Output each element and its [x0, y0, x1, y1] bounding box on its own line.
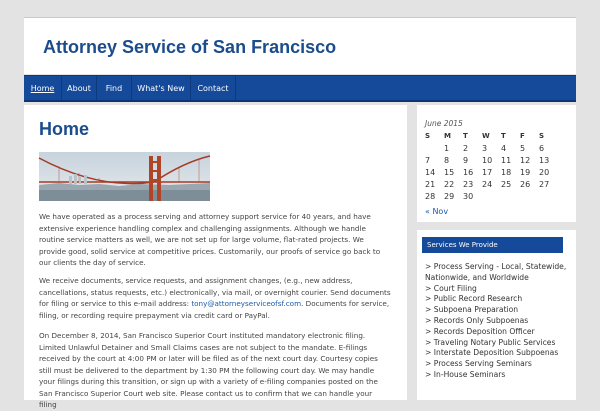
calendar-day [501, 190, 520, 202]
efiling-paragraph: On December 8, 2014, San Francisco Superior Court instituted mandatory electronic filing. Limited Unlawful Detainer and Small Claims cases are not subject to the mandate. E-filings received by the court at 4:00 PM or later will be filed as of the next court day. Courtesy copies still must be delivered to the department by 1:30 PM the following court day. We may handle your filings during this transition, or sign up with a variety of e-filing companies posted on the San Francisco Superior Court web site. Please contact us to confirm that we can handle your filing [39, 331, 378, 409]
weekday-label: W [482, 132, 490, 140]
nav-item-contact[interactable] [191, 76, 236, 101]
weekday-label: S [539, 132, 545, 140]
calendar-day: 15 [444, 167, 455, 177]
main-content [24, 105, 407, 409]
service-item[interactable]: > Interstate Deposition Subpoenas [425, 348, 559, 358]
calendar-day: 13 [539, 155, 550, 165]
calendar-day: 16 [463, 167, 474, 177]
nav-item-label: Find [105, 84, 123, 93]
calendar-day: 28 [425, 191, 436, 201]
calendar-caption: June 2015 [425, 119, 463, 128]
calendar-day: 10 [482, 155, 493, 165]
calendar-day: 21 [425, 179, 436, 189]
nav-item-label: What's New [137, 84, 185, 93]
calendar-week-row [425, 166, 558, 178]
weekday-label: T [463, 132, 468, 140]
weekday-label: T [501, 132, 506, 140]
nav-item-whats-new[interactable] [132, 76, 191, 101]
intro-paragraph: We have operated as a process serving and attorney support service for 40 years, and have extensive experience handling complex and challenging assignments. Although we handle routine service matters as well, we are not set up for large volume, flat-rated projects. We provide good, solid service at competitive prices. Customarily, our proofs of service go back to our clients the day of service. [39, 212, 381, 267]
nav-item-about[interactable] [62, 76, 97, 101]
calendar-table [425, 130, 558, 202]
calendar-day: 2 [463, 143, 469, 153]
services-text-suffix: . Documents for service, filing, or recording require prepayment via credit card or PayPal. [39, 299, 390, 320]
calendar-day: 6 [539, 143, 545, 153]
calendar-day: 20 [539, 167, 550, 177]
calendar-day: 14 [425, 167, 436, 177]
service-item[interactable]: > Traveling Notary Public Services [425, 337, 556, 347]
calendar-day: 17 [482, 167, 493, 177]
nav-item-label: Contact [197, 84, 229, 93]
calendar-week-row [425, 190, 558, 202]
calendar-day: 23 [463, 179, 474, 189]
calendar-prev-month-link[interactable]: « Nov [425, 207, 449, 216]
calendar-day: 7 [425, 155, 431, 165]
site-title[interactable]: Attorney Service of San Francisco [43, 37, 337, 57]
calendar-day: 26 [520, 179, 531, 189]
calendar-day: 25 [501, 179, 512, 189]
calendar-day: 22 [444, 179, 455, 189]
calendar-day: 4 [501, 143, 507, 153]
calendar-week-row [425, 154, 558, 166]
calendar-widget [417, 105, 576, 222]
calendar-day [520, 190, 539, 202]
calendar-day: 12 [520, 155, 531, 165]
calendar-day: 1 [444, 143, 450, 153]
service-item[interactable]: > Records Deposition Officer [425, 326, 535, 336]
main-navigation [24, 75, 576, 102]
calendar-day [482, 190, 501, 202]
email-link[interactable]: tony@attorneyserviceofsf.com [191, 299, 302, 308]
calendar-weekday-row [425, 130, 558, 142]
nav-item-home[interactable] [24, 76, 62, 101]
service-item[interactable]: > In-House Seminars [425, 369, 506, 379]
services-paragraph [39, 275, 391, 321]
service-item[interactable]: > Court Filing [425, 283, 477, 293]
calendar-day: 8 [444, 155, 450, 165]
calendar-day: 24 [482, 179, 493, 189]
nav-item-label: About [67, 84, 91, 93]
calendar-day: 27 [539, 179, 550, 189]
calendar-day: 18 [501, 167, 512, 177]
calendar-week-row [425, 178, 558, 190]
nav-item-find[interactable] [97, 76, 132, 101]
calendar-day: 29 [444, 191, 455, 201]
service-item[interactable]: > Process Serving Seminars [425, 359, 532, 369]
service-item[interactable]: > Records Only Subpoenas [425, 315, 529, 325]
service-item[interactable]: > Process Serving - Local, Statewide, Nationwide, and Worldwide [425, 262, 567, 282]
calendar-day: 11 [501, 155, 512, 165]
calendar-day [539, 190, 558, 202]
service-item[interactable]: > Public Record Research [425, 294, 523, 304]
weekday-label: F [520, 132, 525, 140]
calendar-day: 3 [482, 143, 488, 153]
services-list [425, 262, 573, 381]
weekday-label: M [444, 132, 451, 140]
calendar-day: 30 [463, 191, 474, 201]
nav-item-label: Home [30, 84, 55, 93]
calendar-day: 19 [520, 167, 531, 177]
site-header [24, 17, 576, 74]
services-widget [417, 230, 576, 400]
golden-gate-bridge-image [39, 152, 210, 201]
calendar-day: 5 [520, 143, 526, 153]
service-item[interactable]: > Subpoena Preparation [425, 305, 519, 315]
page-title: Home [39, 119, 90, 139]
services-text: We receive documents, service requests, and assignment changes, (e.g., new address, cancellations, status requests, etc.) electronically, via mail, or overnight courier. Send documents for filing or service to this e-mail address: [39, 276, 391, 308]
calendar-week-row [425, 142, 558, 154]
services-heading: Services We Provide [422, 237, 563, 253]
calendar-day [425, 142, 444, 154]
weekday-label: S [425, 132, 431, 140]
calendar-day: 9 [463, 155, 469, 165]
sidebar [417, 105, 576, 400]
